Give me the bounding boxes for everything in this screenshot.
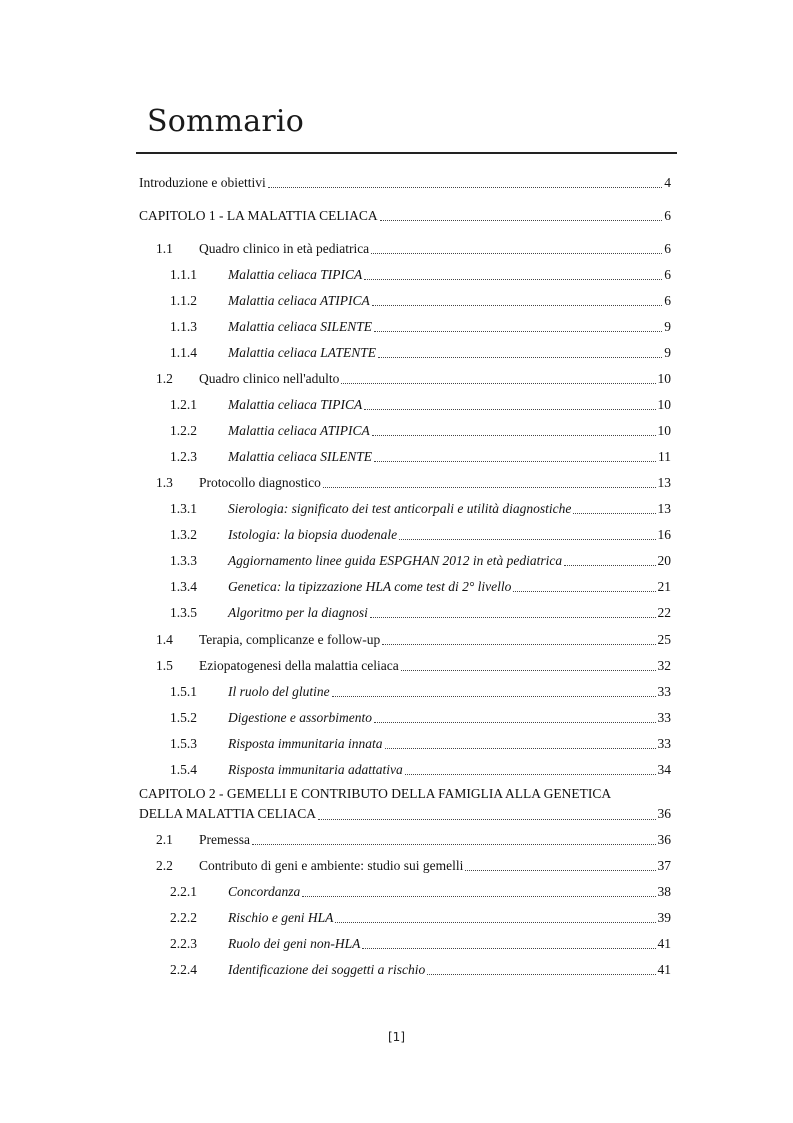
dot-leader	[378, 356, 662, 358]
toc-entry-number: 1.1.3	[170, 319, 197, 334]
toc-entry-title: Risposta immunitaria adattativa	[228, 762, 403, 777]
dot-leader	[323, 486, 656, 488]
toc-entry-page: 6	[664, 208, 671, 223]
toc-entry-page: 13	[657, 501, 671, 516]
toc-entry-number: 1.3.5	[170, 605, 197, 620]
dot-leader	[372, 304, 663, 306]
toc-section-entry[interactable]	[156, 855, 671, 875]
dot-leader	[332, 695, 656, 697]
toc-entry-page: 10	[657, 423, 671, 438]
toc-subsection-entry[interactable]	[170, 264, 671, 284]
toc-entry-title: Malattia celiaca ATIPICA	[228, 423, 370, 438]
toc-entry-title: Genetica: la tipizzazione HLA come test di 2° livello	[228, 579, 512, 594]
toc-subsection-entry[interactable]	[170, 881, 671, 901]
toc-subsection-entry[interactable]	[170, 342, 671, 362]
toc-entry-number: 1.4	[156, 632, 173, 647]
toc-entry-number: 1.2	[156, 371, 173, 386]
toc-entry-page: 34	[657, 762, 671, 777]
toc-entry-title-continued: DELLA MALATTIA CELIACA	[139, 806, 316, 821]
toc-entry-page: 39	[657, 910, 671, 925]
toc-entry-page: 4	[664, 175, 671, 190]
toc-section-entry[interactable]	[156, 238, 671, 258]
toc-entry-number: 1.5.2	[170, 710, 197, 725]
toc-entry-page: 33	[657, 684, 671, 699]
dot-leader	[371, 252, 662, 254]
dot-leader	[427, 973, 655, 975]
toc-entry-title: Malattia celiaca TIPICA	[228, 267, 363, 282]
dot-leader	[341, 382, 655, 384]
dot-leader	[364, 278, 662, 280]
toc-entry-page: 9	[664, 319, 671, 334]
toc-entry-number: 1.5	[156, 658, 173, 673]
toc-entry-title: Sierologia: significato dei test anticorpali e utilità diagnostiche	[228, 501, 572, 516]
toc-entry-title: Protocollo diagnostico	[199, 475, 321, 490]
toc-subsection-entry[interactable]	[170, 602, 671, 622]
toc-entry-page: 41	[657, 962, 671, 977]
toc-entry-number: 1.1.1	[170, 267, 197, 282]
page-number: [1]	[388, 1030, 405, 1044]
toc-entry-title: Malattia celiaca TIPICA	[228, 397, 363, 412]
toc-entry-title: Malattia celiaca LATENTE	[228, 345, 376, 360]
toc-chapter-entry[interactable]	[139, 172, 671, 192]
toc-subsection-entry[interactable]	[170, 959, 671, 979]
toc-entry-title: Ruolo dei geni non-HLA	[228, 936, 361, 951]
toc-subsection-entry[interactable]	[170, 933, 671, 953]
toc-entry-title: Malattia celiaca SILENTE	[228, 449, 372, 464]
toc-subsection-entry[interactable]	[170, 524, 671, 544]
dot-leader	[399, 538, 655, 540]
toc-entry-page: 10	[657, 397, 671, 412]
toc-entry-title: Quadro clinico in età pediatrica	[199, 241, 370, 256]
toc-entry-number: 1.5.3	[170, 736, 197, 751]
toc-entry-page: 16	[657, 527, 671, 542]
toc-entry-page: 33	[657, 736, 671, 751]
toc-entry-number: 1.2.3	[170, 449, 197, 464]
dot-leader	[385, 747, 656, 749]
toc-entry-page: 41	[657, 936, 671, 951]
toc-entry-number: 1.3.1	[170, 501, 197, 516]
toc-subsection-entry[interactable]	[170, 733, 671, 753]
toc-entry-title: CAPITOLO 2 - GEMELLI E CONTRIBUTO DELLA FAMIGLIA ALLA GENETICA	[139, 786, 612, 801]
toc-entry-title: Terapia, complicanze e follow-up	[199, 632, 381, 647]
toc-entry-title: Algoritmo per la diagnosi	[228, 605, 368, 620]
toc-entry-number: 1.2.2	[170, 423, 197, 438]
toc-subsection-entry[interactable]	[170, 420, 671, 440]
toc-entry-title: Digestione e assorbimento	[228, 710, 372, 725]
dot-leader	[382, 643, 655, 645]
dot-leader	[372, 434, 656, 436]
toc-entry-number: 2.1	[156, 832, 173, 847]
toc-entry-page: 38	[657, 884, 671, 899]
toc-entry-number: 1.1.2	[170, 293, 197, 308]
dot-leader	[513, 590, 655, 592]
toc-entry-page: 13	[657, 475, 671, 490]
toc-entry-number: 1.1	[156, 241, 173, 256]
toc-section-entry[interactable]	[156, 368, 671, 388]
toc-entry-page: 21	[657, 579, 671, 594]
toc-entry-title: Aggiornamento linee guida ESPGHAN 2012 in età pediatrica	[228, 553, 563, 568]
toc-entry-page: 9	[664, 345, 671, 360]
toc-entry-number: 1.5.1	[170, 684, 197, 699]
toc-entry-title: CAPITOLO 1 - LA MALATTIA CELIACA	[139, 208, 378, 223]
toc-entry-title: Malattia celiaca SILENTE	[228, 319, 372, 334]
toc-entry-title: Contributo di geni e ambiente: studio sui gemelli	[199, 858, 464, 873]
toc-entry-title: Il ruolo del glutine	[228, 684, 330, 699]
toc-chapter-entry[interactable]	[139, 784, 671, 824]
toc-subsection-entry[interactable]	[170, 498, 671, 518]
dot-leader	[374, 721, 656, 723]
toc-entry-number: 1.3.4	[170, 579, 197, 594]
dot-leader	[374, 330, 662, 332]
dot-leader	[573, 512, 655, 514]
toc-entry-page: 20	[657, 553, 671, 568]
dot-leader	[335, 921, 655, 923]
page-title: Sommario	[147, 104, 304, 139]
toc-entry-title: Istologia: la biopsia duodenale	[228, 527, 398, 542]
toc-entry-title: Risposta immunitaria innata	[228, 736, 383, 751]
toc-entry-title: Concordanza	[228, 884, 301, 899]
dot-leader	[252, 843, 656, 845]
toc-entry-title: Introduzione e obiettivi	[139, 175, 266, 190]
toc-entry-number: 2.2.4	[170, 962, 197, 977]
toc-entry-number: 2.2.1	[170, 884, 197, 899]
toc-entry-number: 2.2.2	[170, 910, 197, 925]
toc-entry-page: 36	[657, 806, 671, 821]
toc-entry-number: 1.3.2	[170, 527, 197, 542]
dot-leader	[401, 669, 656, 671]
dot-leader	[362, 947, 655, 949]
toc-entry-page: 6	[664, 267, 671, 282]
toc-entry-title: Premessa	[199, 832, 250, 847]
toc-section-entry[interactable]	[156, 629, 671, 649]
dot-leader	[564, 564, 655, 566]
dot-leader	[268, 186, 663, 188]
toc-entry-title: Quadro clinico nell'adulto	[199, 371, 340, 386]
toc-entry-number: 2.2	[156, 858, 173, 873]
toc-entry-page: 33	[657, 710, 671, 725]
toc-subsection-entry[interactable]	[170, 550, 671, 570]
toc-subsection-entry[interactable]	[170, 316, 671, 336]
toc-entry-title: Identificazione dei soggetti a rischio	[228, 962, 426, 977]
toc-entry-page: 25	[657, 632, 671, 647]
toc-subsection-entry[interactable]	[170, 707, 671, 727]
toc-subsection-entry[interactable]	[170, 446, 671, 466]
toc-chapter-entry[interactable]	[139, 205, 671, 225]
toc-entry-page: 11	[658, 449, 671, 464]
toc-section-entry[interactable]	[156, 655, 671, 675]
toc-entry-page: 36	[657, 832, 671, 847]
toc-entry-number: 1.5.4	[170, 762, 197, 777]
dot-leader	[370, 616, 656, 618]
toc-entry-number: 1.1.4	[170, 345, 197, 360]
toc-entry-number: 1.2.1	[170, 397, 197, 412]
toc-entry-title: Malattia celiaca ATIPICA	[228, 293, 370, 308]
toc-subsection-entry[interactable]	[170, 907, 671, 927]
toc-subsection-entry[interactable]	[170, 394, 671, 414]
dot-leader	[405, 773, 656, 775]
toc-entry-title: Eziopatogenesi della malattia celiaca	[199, 658, 399, 673]
dot-leader	[318, 818, 656, 820]
toc-entry-page: 10	[657, 371, 671, 386]
toc-section-entry[interactable]	[156, 472, 671, 492]
dot-leader	[302, 895, 655, 897]
dot-leader	[374, 460, 656, 462]
toc-entry-number: 1.3.3	[170, 553, 197, 568]
toc-section-entry[interactable]	[156, 829, 671, 849]
dot-leader	[465, 869, 655, 871]
toc-entry-page: 6	[664, 293, 671, 308]
toc-subsection-entry[interactable]	[170, 290, 671, 310]
toc-entry-page: 37	[657, 858, 671, 873]
toc-entry-number: 1.3	[156, 475, 173, 490]
toc-entry-page: 22	[657, 605, 671, 620]
toc-entry-page: 6	[664, 241, 671, 256]
dot-leader	[380, 219, 663, 221]
toc-entry-title: Rischio e geni HLA	[228, 910, 334, 925]
toc-entry-number: 2.2.3	[170, 936, 197, 951]
toc-entry-page: 32	[657, 658, 671, 673]
toc-subsection-entry[interactable]	[170, 759, 671, 779]
dot-leader	[364, 408, 655, 410]
toc-subsection-entry[interactable]	[170, 681, 671, 701]
toc-subsection-entry[interactable]	[170, 576, 671, 596]
